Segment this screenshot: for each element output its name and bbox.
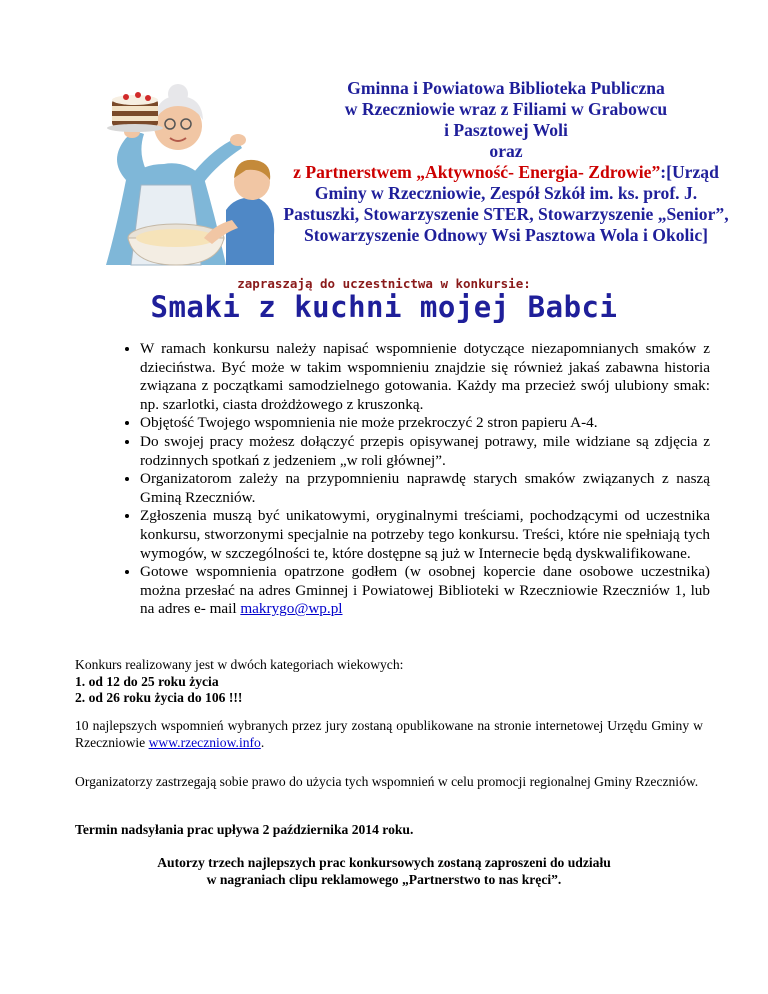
partnership-members: :[Urząd Gminy w Rzeczniowie, Zespół Szkół im. ks. prof. J. Pastuszki, Stowarzyszenie STER, Stowarzyszenie „Senior”, Stowarzyszenie Odnowy Wsi Pasztowa Wola i Okolic] — [283, 162, 729, 245]
header-line-2: w Rzeczniowie wraz z Filiami w Grabowcu — [344, 99, 668, 119]
publication-text: 10 najlepszych wspomnień wybranych przez jury zostaną opublikowane na stronie internetowej Urzędu Gminy w Rzeczniowie — [75, 718, 703, 750]
authors-note — [0, 854, 768, 888]
rule-item: • W ramach konkursu należy napisać wspomnienie dotyczące niezapomnianych smaków z dzieciństwa. Być może w takim wspomnieniu znajdzie się również jakaś zabawna historia związana z początkami samodzielnego gotowania. Każdy ma przecież swój ulubiony smak: np. szarlotki, ciasta drożdżowego z kruszonką. — [140, 340, 710, 414]
categories-intro: Konkurs realizowany jest w dwóch kategoriach wiekowych: — [75, 657, 404, 672]
grandma-baking-illustration-icon — [86, 60, 294, 270]
authors-line-1: Autorzy trzech najlepszych prac konkursowych zostaną zaproszeni do udziału — [157, 855, 611, 870]
partnership-name: z Partnerstwem „Aktywność- Energia- Zdrowie” — [293, 162, 661, 182]
rule-submission-text: Gotowe wspomnienia opatrzone godłem (w osobnej kopercie dane osobowe uczestnika) można przesłać na adres Gminnej i Powiatowej Biblioteki w Rzeczniowie Rzeczniów 1, lub na adres e- mail — [140, 563, 710, 618]
header-partnership — [276, 162, 736, 246]
rights-reservation: Organizatorzy zastrzegają sobie prawo do użycia tych wspomnień w celu promocji regionalnej Gminy Rzeczniów. — [75, 774, 699, 789]
header-line-3: i Pasztowej Woli — [444, 120, 568, 140]
categories-section — [75, 657, 703, 707]
category-2: 2. od 26 roku życia do 106 !!! — [75, 690, 243, 705]
contest-title: Smaki z kuchni mojej Babci — [150, 290, 618, 324]
rules-list — [108, 340, 710, 619]
rule-item: • Organizatorom zależy na przypomnieniu naprawdę starych smaków związanych z naszą Gminą Rzeczniów. — [140, 470, 710, 507]
website-link[interactable]: www.rzeczniow.info — [148, 734, 261, 750]
email-link[interactable]: makrygo@wp.pl — [240, 600, 343, 618]
organizers-header — [276, 78, 736, 246]
category-1: 1. od 12 do 25 roku życia — [75, 673, 219, 689]
publication-note — [75, 718, 703, 751]
rule-item: • Objętość Twojego wspomnienia nie może przekroczyć 2 stron papieru A-4. — [140, 414, 710, 433]
rule-item: • Zgłoszenia muszą być unikatowymi, oryginalnymi treściami, pochodzącymi od uczestnika konkursu, stworzonymi specjalnie na potrzeby tego konkursu. Treści, które nie spełniają tych wymogów, w szczególności te, które dostępne są już w Internecie będą dyskwalifikowane. — [140, 507, 710, 563]
header-line-1: Gminna i Powiatowa Biblioteka Publiczna — [347, 78, 665, 98]
rule-item: • Do swojej pracy możesz dołączyć przepis opisywanej potrawy, mile widziane są zdjęcia z rodzinnych spotkań z jedzeniem „w roli głównej”. — [140, 433, 710, 470]
publication-end: . — [260, 734, 265, 750]
header-line-4: oraz — [489, 141, 523, 161]
invite-line: zapraszają do uczestnictwa w konkursie: — [237, 276, 531, 291]
authors-line-2: w nagraniach clipu reklamowego „Partnerstwo to nas kręci”. — [206, 872, 562, 887]
rule-item — [140, 563, 710, 619]
deadline-note: Termin nadsyłania prac upływa 2 października 2014 roku. — [75, 822, 414, 837]
